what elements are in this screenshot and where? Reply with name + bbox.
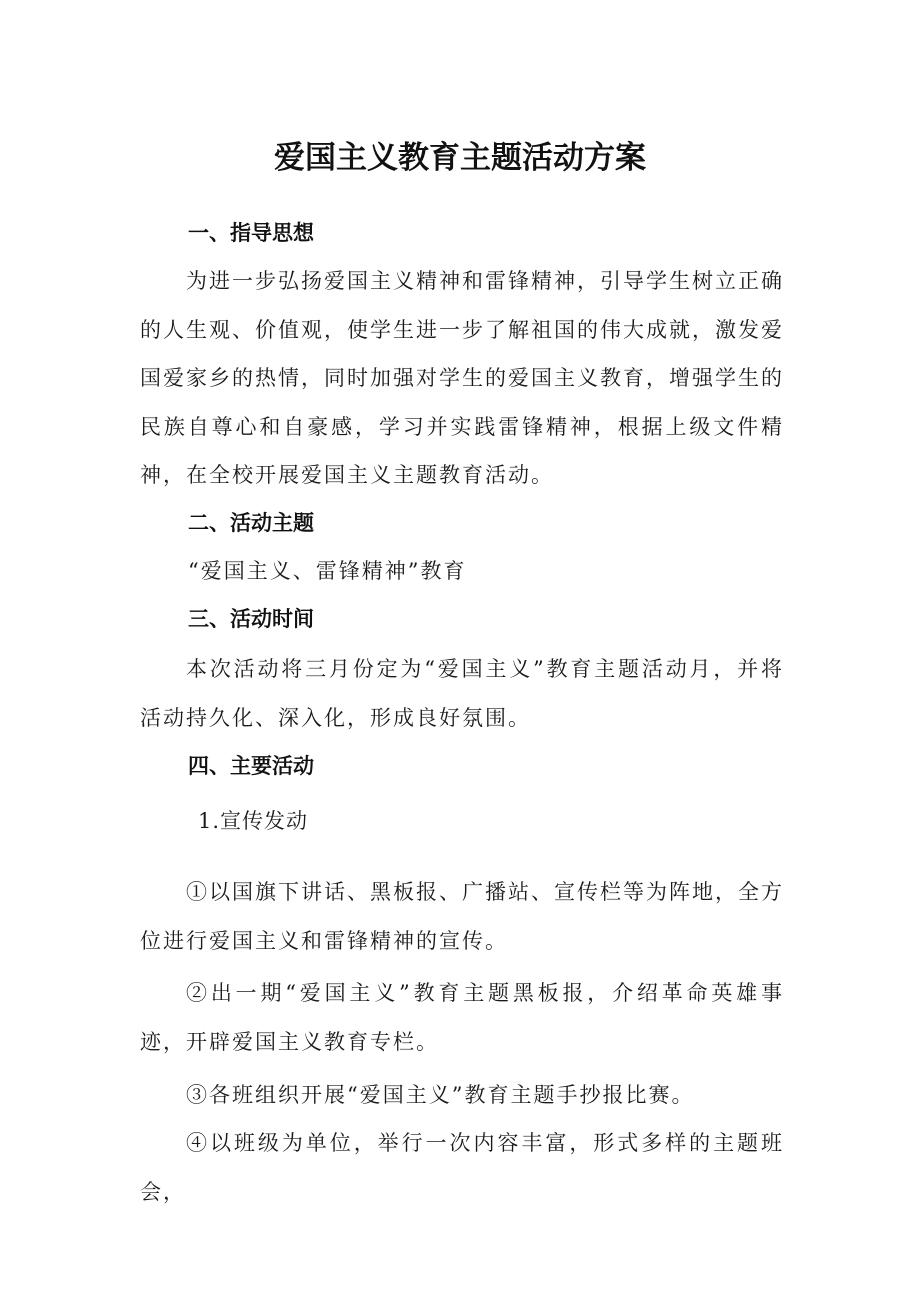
section-heading-activity-time: 三、活动时间 — [188, 607, 314, 631]
activity-time-paragraph: 本次活动将三月份定为“爱国主义”教育主题活动月，并将活动持久化、深入化，形成良好氛围。 — [140, 657, 784, 730]
list-item: ③各班组织开展“爱国主义”教育主题手抄报比赛。 — [186, 1083, 695, 1107]
section-heading-guiding-ideology: 一、指导思想 — [188, 221, 314, 245]
document-title: 爱国主义教育主题活动方案 — [274, 140, 646, 176]
section-heading-main-activities: 四、主要活动 — [188, 754, 314, 778]
list-item: ②出一期“爱国主义”教育主题黑板报，介绍革命英雄事迹，开辟爱国主义教育专栏。 — [140, 981, 784, 1054]
section-heading-activity-theme: 二、活动主题 — [188, 511, 314, 535]
list-item: ④以班级为单位，举行一次内容丰富，形式多样的主题班会， — [140, 1131, 784, 1204]
guiding-ideology-paragraph: 为进一步弘扬爱国主义精神和雷锋精神，引导学生树立正确的人生观、价值观，使学生进一步了解祖国的伟大成就，激发爱国爱家乡的热情，同时加强对学生的爱国主义教育，增强学生的民族自尊心和自豪感，学习并实践雷锋精神，根据上级文件精神，在全校开展爱国主义主题教育活动。 — [140, 269, 784, 487]
list-item: ①以国旗下讲话、黑板报、广播站、宣传栏等为阵地，全方位进行爱国主义和雷锋精神的宣传。 — [140, 880, 784, 953]
subheading-publicity: 1.宣传发动 — [198, 809, 309, 833]
activity-theme-text: “爱国主义、雷锋精神”教育 — [188, 559, 467, 583]
